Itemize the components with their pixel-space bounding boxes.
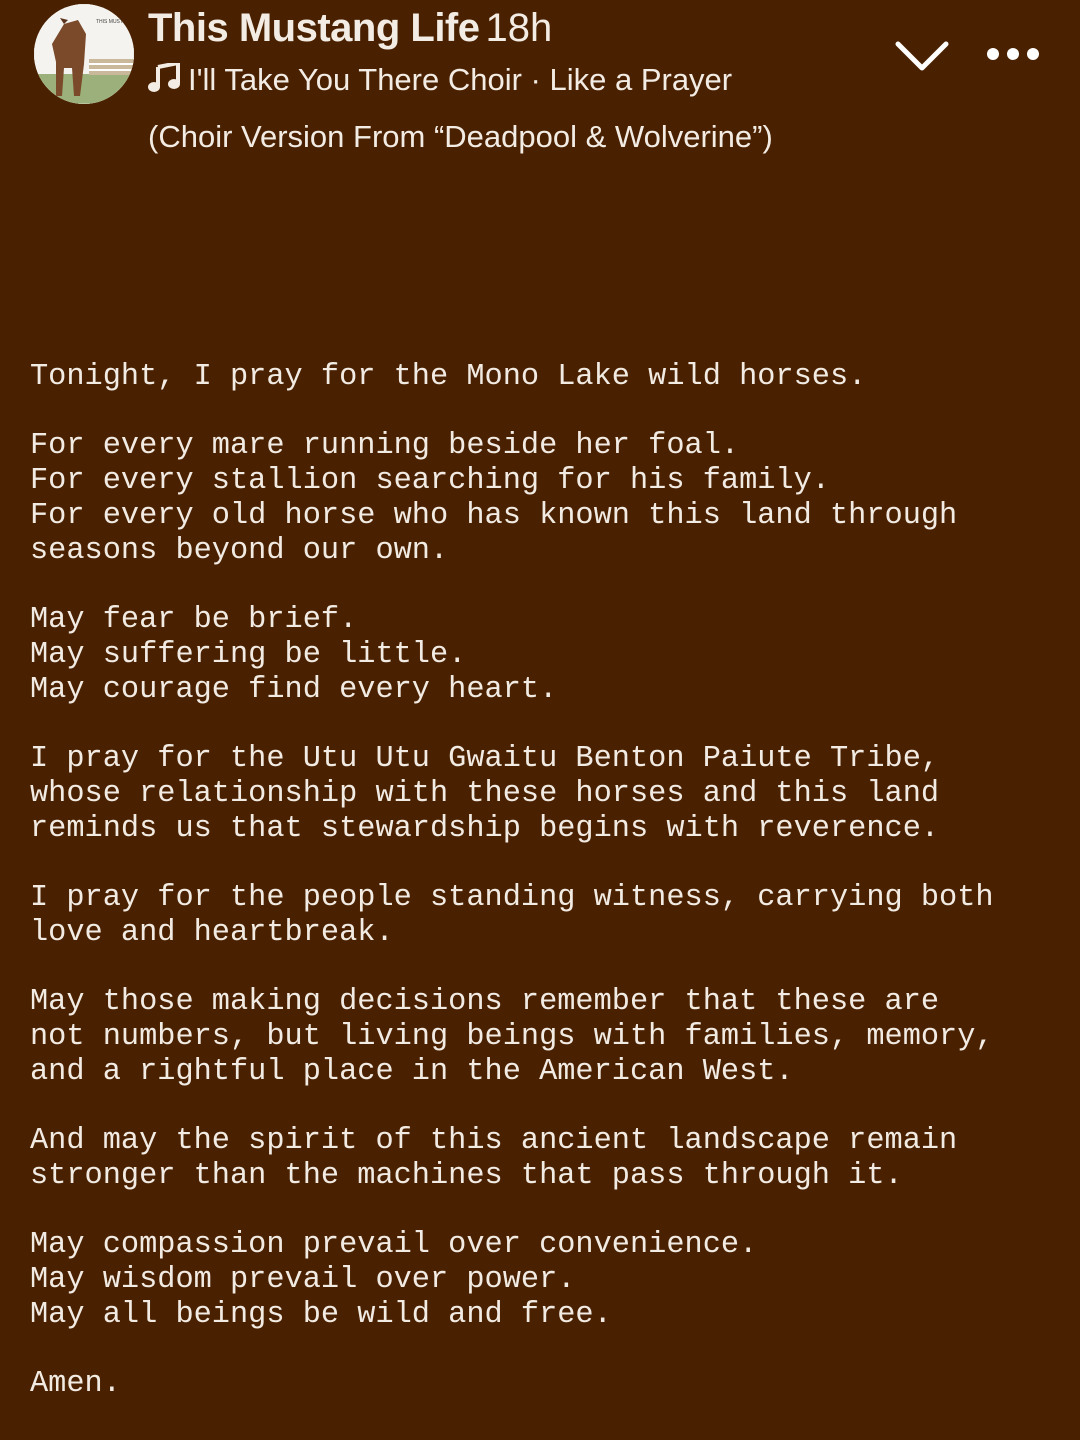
stanza: [30, 742, 1050, 847]
more-options-button[interactable]: [980, 36, 1046, 72]
music-note-icon: [148, 63, 182, 102]
title-line: [148, 4, 878, 52]
author-name[interactable]: This Mustang Life: [148, 6, 480, 50]
body-line: May wisdom prevail over power.: [30, 1263, 576, 1297]
body-line: whose relationship with these horses and this land: [30, 777, 940, 811]
body-line: seasons beyond our own.: [30, 534, 449, 568]
svg-text:THIS MUSTANG: THIS MUSTANG: [96, 19, 134, 25]
expand-button[interactable]: [888, 34, 958, 84]
body-line: May fear be brief.: [30, 603, 358, 637]
body-line: reminds us that stewardship begins with reverence.: [30, 812, 940, 846]
body-line: I pray for the people standing witness, carrying both: [30, 881, 994, 915]
horse-photo-icon: [34, 4, 134, 104]
body-line: I pray for the Utu Utu Gwaitu Benton Paiute Tribe,: [30, 742, 940, 776]
body-line: May all beings be wild and free.: [30, 1298, 612, 1332]
body-line: May courage find every heart.: [30, 673, 558, 707]
more-horizontal-icon: [980, 36, 1046, 72]
body-line: Amen.: [30, 1367, 121, 1401]
music-title: I'll Take You There Choir · Like a Prayer: [188, 62, 733, 97]
music-subtitle: (Choir Version From “Deadpool & Wolverine”): [148, 119, 773, 154]
header-text: [148, 4, 878, 156]
body-line: For every stallion searching for his family.: [30, 464, 830, 498]
post-header: [0, 0, 1080, 154]
body-line: May suffering be little.: [30, 638, 467, 672]
stanza: [30, 1228, 1050, 1333]
body-line: May compassion prevail over convenience.: [30, 1228, 758, 1262]
body-line: Tonight, I pray for the Mono Lake wild horses.: [30, 360, 867, 394]
stanza: [30, 985, 1050, 1090]
post-time: 18h: [485, 6, 553, 50]
stanza: [30, 429, 1050, 569]
stanza: [30, 603, 1050, 708]
avatar[interactable]: [34, 4, 134, 104]
body-line: and a rightful place in the American West.: [30, 1055, 794, 1089]
body-line: For every mare running beside her foal.: [30, 429, 740, 463]
stanza: [30, 1124, 1050, 1194]
stanza: [30, 360, 1050, 395]
chevron-down-icon: [888, 34, 958, 84]
stanza: [30, 881, 1050, 951]
music-attribution[interactable]: [148, 61, 878, 102]
body-line: love and heartbreak.: [30, 916, 394, 950]
body-line: And may the spirit of this ancient landscape remain: [30, 1124, 958, 1158]
body-line: stronger than the machines that pass through it.: [30, 1159, 903, 1193]
body-line: May those making decisions remember that these are: [30, 985, 940, 1019]
body-line: For every old horse who has known this land through: [30, 499, 958, 533]
body-line: not numbers, but living beings with families, memory,: [30, 1020, 994, 1054]
stanza: [30, 1367, 1050, 1402]
post-body-text: [30, 360, 1050, 1436]
